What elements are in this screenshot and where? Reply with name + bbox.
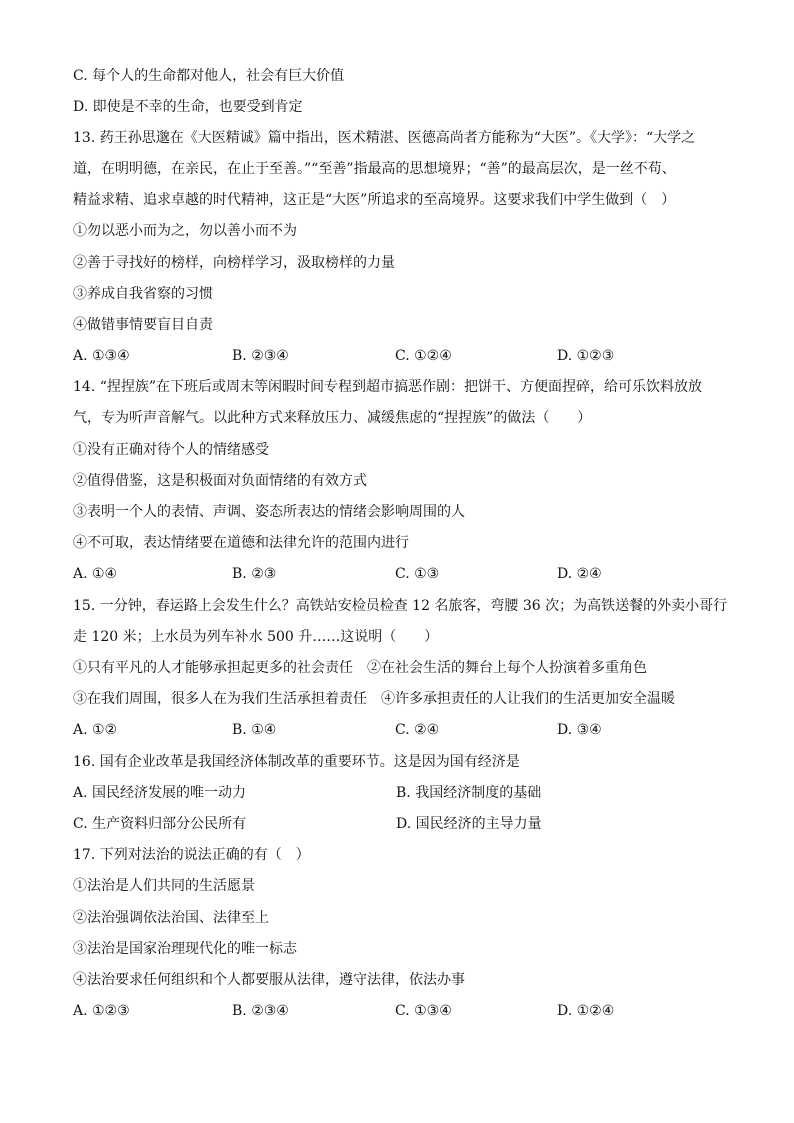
- q17-item-1: ①法治是人们共同的生活愿景: [73, 878, 255, 894]
- q15-stem-line-1: 15. 一分钟，春运路上会发生什么？高铁站安检员检查 12 名旅客，弯腰 36 次；为高铁送餐的外卖小哥行: [73, 598, 728, 614]
- q17-option-a: A. ①②③: [73, 1003, 130, 1019]
- q13-stem-line-2: 道，在明明德，在亲民，在止于至善。”“至善”指最高的思想境界；“善”的最高层次，是一丝不苟、: [73, 161, 676, 177]
- q17-option-c: C. ①③④: [395, 1003, 452, 1019]
- q14-option-c: C. ①③: [395, 566, 440, 582]
- q13-stem-line-1: 13. 药王孙思邈在《大医精诚》篇中指出，医术精湛、医德高尚者方能称为“大医”。《大学》：“大学之: [73, 130, 696, 146]
- prev-option-d: D. 即使是不幸的生命，也要受到肯定: [73, 99, 303, 115]
- q15-option-c: C. ②④: [395, 722, 440, 738]
- q13-item-1: ①勿以恶小而为之，勿以善小而不为: [73, 223, 297, 239]
- q14-stem-line-1: 14. “捏捏族”在下班后或周末等闲暇时间专程到超市搞恶作剧：把饼干、方便面捏碎，给可乐饮料放放: [73, 379, 703, 395]
- q17-item-3: ③法治是国家治理现代化的唯一标志: [73, 941, 297, 957]
- q15-items-line-1: ①只有平凡的人才能够承担起更多的社会责任 ②在社会生活的舞台上每个人扮演着多重角色: [73, 660, 647, 676]
- q16-options-row-1: [73, 783, 723, 803]
- q14-item-2: ②值得借鉴，这是积极面对负面情绪的有效方式: [73, 473, 367, 489]
- q14-option-b: B. ②③: [232, 566, 277, 582]
- q15-items-line-2: ③在我们周围，很多人在为我们生活承担着责任 ④许多承担责任的人让我们的生活更加安全温暖: [73, 691, 675, 707]
- q14-option-a: A. ①④: [73, 566, 118, 582]
- q17-options: [73, 1001, 723, 1021]
- q16-option-a: A. 国民经济发展的唯一动力: [73, 785, 247, 801]
- q16-option-b: B. 我国经济制度的基础: [396, 785, 542, 801]
- q15-options: [73, 720, 723, 740]
- q13-options: [73, 346, 723, 366]
- q16-option-d: D. 国民经济的主导力量: [396, 816, 542, 832]
- q14-item-3: ③表明一个人的表情、声调、姿态所表达的情绪会影响周围的人: [73, 504, 465, 520]
- q15-option-d: D. ③④: [557, 722, 602, 738]
- q17-option-b: B. ②③④: [232, 1003, 289, 1019]
- q15-stem-line-2: 走 120 米；上水员为列车补水 500 升……这说明（ ）: [73, 629, 439, 645]
- q13-item-2: ②善于寻找好的榜样，向榜样学习，汲取榜样的力量: [73, 255, 395, 271]
- q15-option-a: A. ①②: [73, 722, 118, 738]
- q13-stem-line-3: 精益求精、追求卓越的时代精神，这正是“大医”所追求的至高境界。这要求我们中学生做到（ ）: [73, 192, 676, 208]
- q16-stem: 16. 国有企业改革是我国经济体制改革的重要环节。这是因为国有经济是: [73, 754, 520, 770]
- q17-item-2: ②法治强调依法治国、法律至上: [73, 910, 269, 926]
- q16-option-c: C. 生产资料归部分公民所有: [73, 816, 247, 832]
- q14-stem-line-2: 气，专为听声音解气。以此种方式来释放压力、减缓焦虑的“捏捏族”的做法（ ）: [73, 410, 592, 426]
- q14-item-1: ①没有正确对待个人的情绪感受: [73, 442, 269, 458]
- q14-item-4: ④不可取，表达情绪要在道德和法律允许的范围内进行: [73, 535, 409, 551]
- q13-option-b: B. ②③④: [232, 348, 289, 364]
- q17-item-4: ④法治要求任何组织和个人都要服从法律，遵守法律，依法办事: [73, 972, 465, 988]
- q13-item-3: ③养成自我省察的习惯: [73, 286, 213, 302]
- q13-option-a: A. ①③④: [73, 348, 130, 364]
- q16-options-row-2: [73, 814, 723, 834]
- q13-option-c: C. ①②④: [395, 348, 452, 364]
- q17-option-d: D. ①②④: [557, 1003, 615, 1019]
- q14-option-d: D. ②④: [557, 566, 602, 582]
- q17-stem: 17. 下列对法治的说法正确的有（ ）: [73, 847, 310, 863]
- q15-option-b: B. ①④: [232, 722, 277, 738]
- q13-option-d: D. ①②③: [557, 348, 615, 364]
- q13-item-4: ④做错事情要盲目自责: [73, 317, 213, 333]
- prev-option-c: C. 每个人的生命都对他人，社会有巨大价值: [73, 68, 345, 84]
- q14-options: [73, 564, 723, 584]
